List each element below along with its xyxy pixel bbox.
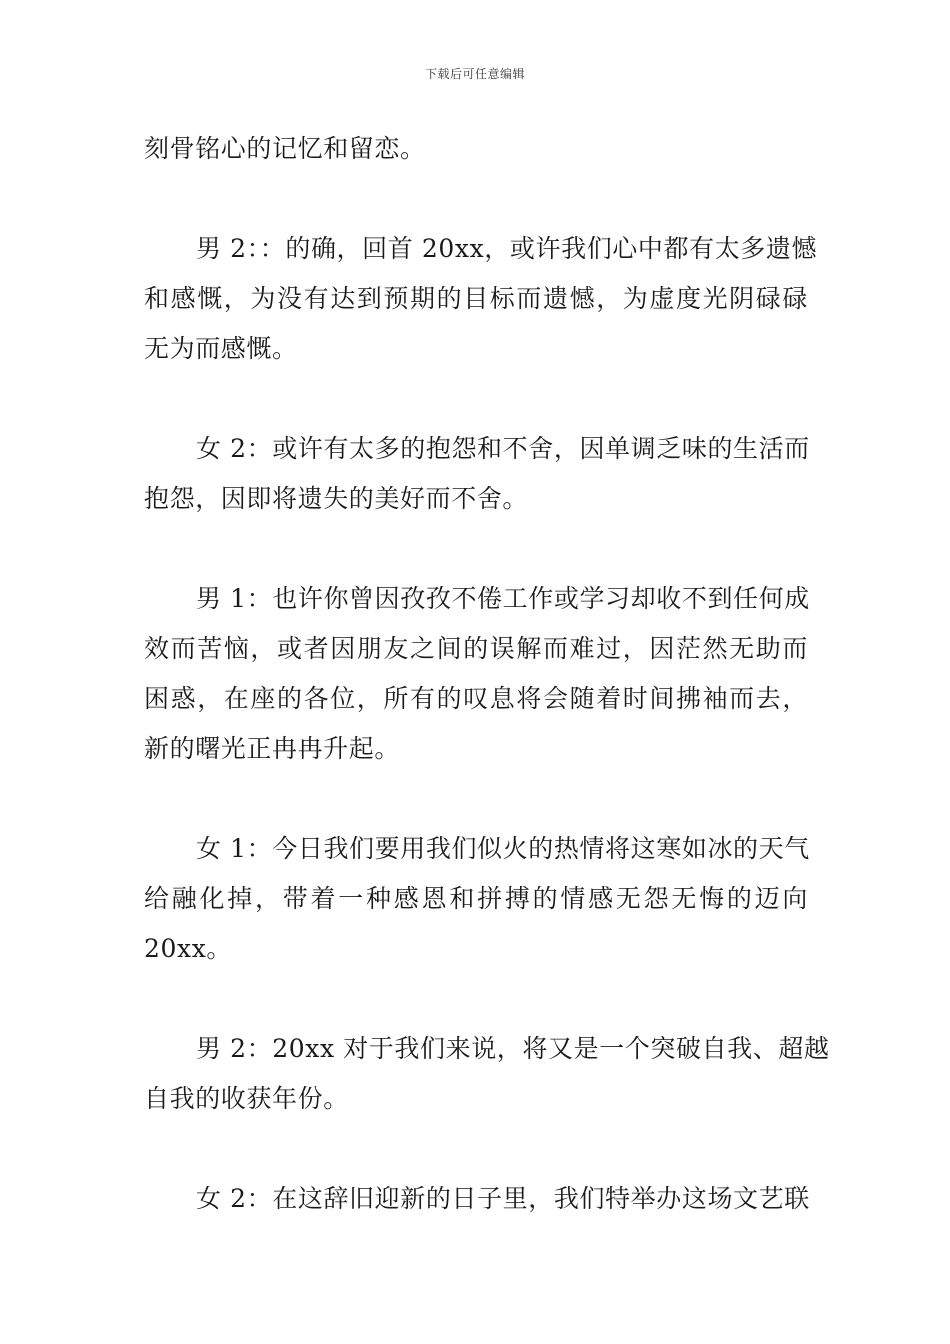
- text-line: 效而苦恼，或者因朋友之间的误解而难过，因茫然无助而: [144, 634, 808, 663]
- text-line: 自我的收获年份。: [144, 1084, 349, 1113]
- paragraph-male-2-second: [144, 1024, 830, 1124]
- text-line: 20xx。: [144, 934, 233, 963]
- text-line: 女 2：在这辞旧迎新的日子里，我们特举办这场文艺联: [196, 1184, 810, 1213]
- text-line: 男 2：20xx 对于我们来说，将又是一个突破自我、超越: [196, 1034, 830, 1063]
- text-line: 困惑，在座的各位，所有的叹息将会随着时间拂袖而去，: [144, 684, 808, 713]
- paragraph-male-1: [144, 574, 808, 774]
- paragraph-female-2-second: [144, 1174, 808, 1224]
- text-line: 女 1：今日我们要用我们似火的热情将这寒如冰的天气: [196, 834, 810, 863]
- text-line: 无为而感慨。: [144, 334, 298, 363]
- text-line: 和感慨，为没有达到预期的目标而遗憾，为虚度光阴碌碌: [144, 284, 808, 313]
- text-line: 抱怨，因即将遗失的美好而不舍。: [144, 484, 529, 513]
- page-header: 下载后可任意编辑: [424, 67, 525, 81]
- text-line: 女 2：或许有太多的抱怨和不舍，因单调乏味的生活而: [196, 434, 810, 463]
- text-line: 男 1：也许你曾因孜孜不倦工作或学习却收不到任何成: [196, 584, 810, 613]
- text-line: 给融化掉，带着一种感恩和拼搏的情感无怨无悔的迈向: [144, 884, 808, 913]
- paragraph-male-2: [144, 224, 818, 374]
- text-line: 刻骨铭心的记忆和留恋。: [144, 134, 426, 163]
- paragraph-female-2: [144, 424, 808, 524]
- paragraph-continuation: [144, 124, 808, 174]
- text-line: 男 2：：的确，回首 20xx，或许我们心中都有太多遗憾: [196, 234, 818, 263]
- document-body: [144, 124, 830, 1274]
- paragraph-female-1: [144, 824, 808, 974]
- text-line: 新的曙光正冉冉升起。: [144, 734, 401, 763]
